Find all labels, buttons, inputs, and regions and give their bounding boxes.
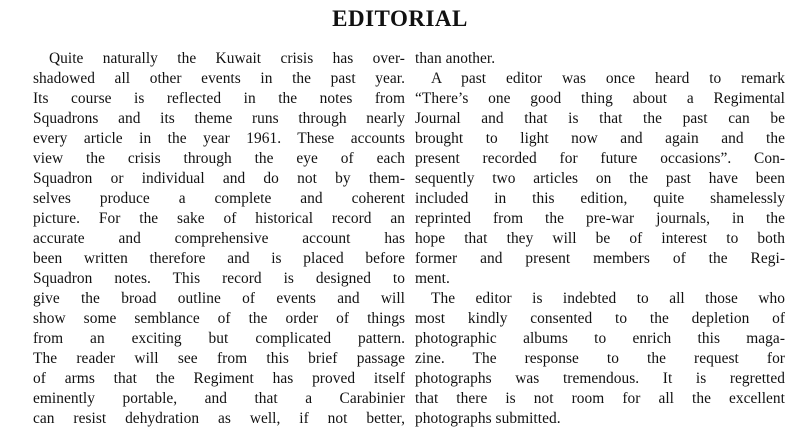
paragraph-line: photographic albums to enrich this maga- (415, 330, 785, 347)
paragraph-line: give the broad outline of events and will (33, 290, 405, 307)
paragraph-line: Its course is reflected in the notes from (33, 90, 405, 107)
paragraph-line: picture. For the sake of historical record an (33, 210, 405, 227)
paragraph-line: photographs was tremendous. It is regretted (415, 370, 785, 387)
paragraph-line: Squadron or individual and do not by them- (33, 170, 405, 187)
paragraph-line: most kindly consented to the depletion of (415, 310, 785, 327)
paragraph-line: eminently portable, and that a Carabinier (33, 390, 405, 407)
paragraph-line: The editor is indebted to all those who (431, 290, 785, 307)
paragraph-line: “There’s one good thing about a Regimental (415, 90, 785, 107)
paragraph-line: can resist dehydration as well, if not better, (33, 410, 405, 427)
paragraph-line: of arms that the Regiment has proved itself (33, 370, 405, 387)
paragraph-line: Squadron notes. This record is designed to (33, 270, 405, 287)
editorial-title: EDITORIAL (332, 6, 468, 31)
paragraph-line: than another. (415, 50, 496, 67)
right-column (415, 49, 785, 429)
paragraph-line: former and present members of the Regi- (415, 250, 785, 267)
paragraph-line: included in this edition, quite shamelessly (415, 190, 785, 207)
paragraph-line: every article in the year 1961. These accounts (33, 130, 405, 147)
paragraph-line: The reader will see from this brief passage (33, 350, 405, 367)
paragraph-line: accurate and comprehensive account has (33, 230, 405, 247)
paragraph-line: zine. The response to the request for (415, 350, 785, 367)
left-column (33, 49, 405, 429)
paragraph-line: present recorded for future occasions”. Con- (415, 150, 785, 167)
paragraph-line: A past editor was once heard to remark (431, 70, 785, 87)
paragraph-line: sequently two articles on the past have been (415, 170, 785, 187)
paragraph-line: from an exciting but complicated pattern. (33, 330, 405, 347)
paragraph-line: ment. (415, 270, 450, 287)
paragraph-line: brought to light now and again and the (415, 130, 785, 147)
paragraph-line: been written therefore and is placed before (33, 250, 405, 267)
paragraph-line: Squadrons and its theme runs through nearly (33, 110, 405, 127)
paragraph-line: hope that they will be of interest to both (415, 230, 785, 247)
paragraph-line: that there is not room for all the excellent (415, 390, 785, 407)
paragraph-line: Journal and that is that the past can be (415, 110, 785, 127)
paragraph-line: show some semblance of the order of things (33, 310, 405, 327)
paragraph-line: view the crisis through the eye of each (33, 150, 405, 167)
paragraph-line: reprinted from the pre-war journals, in the (415, 210, 785, 227)
paragraph-line: shadowed all other events in the past year. (33, 70, 405, 87)
paragraph-line: Quite naturally the Kuwait crisis has over- (49, 50, 405, 67)
paragraph-line: selves produce a complete and coherent (33, 190, 405, 207)
paragraph-line: photographs submitted. (415, 410, 561, 427)
